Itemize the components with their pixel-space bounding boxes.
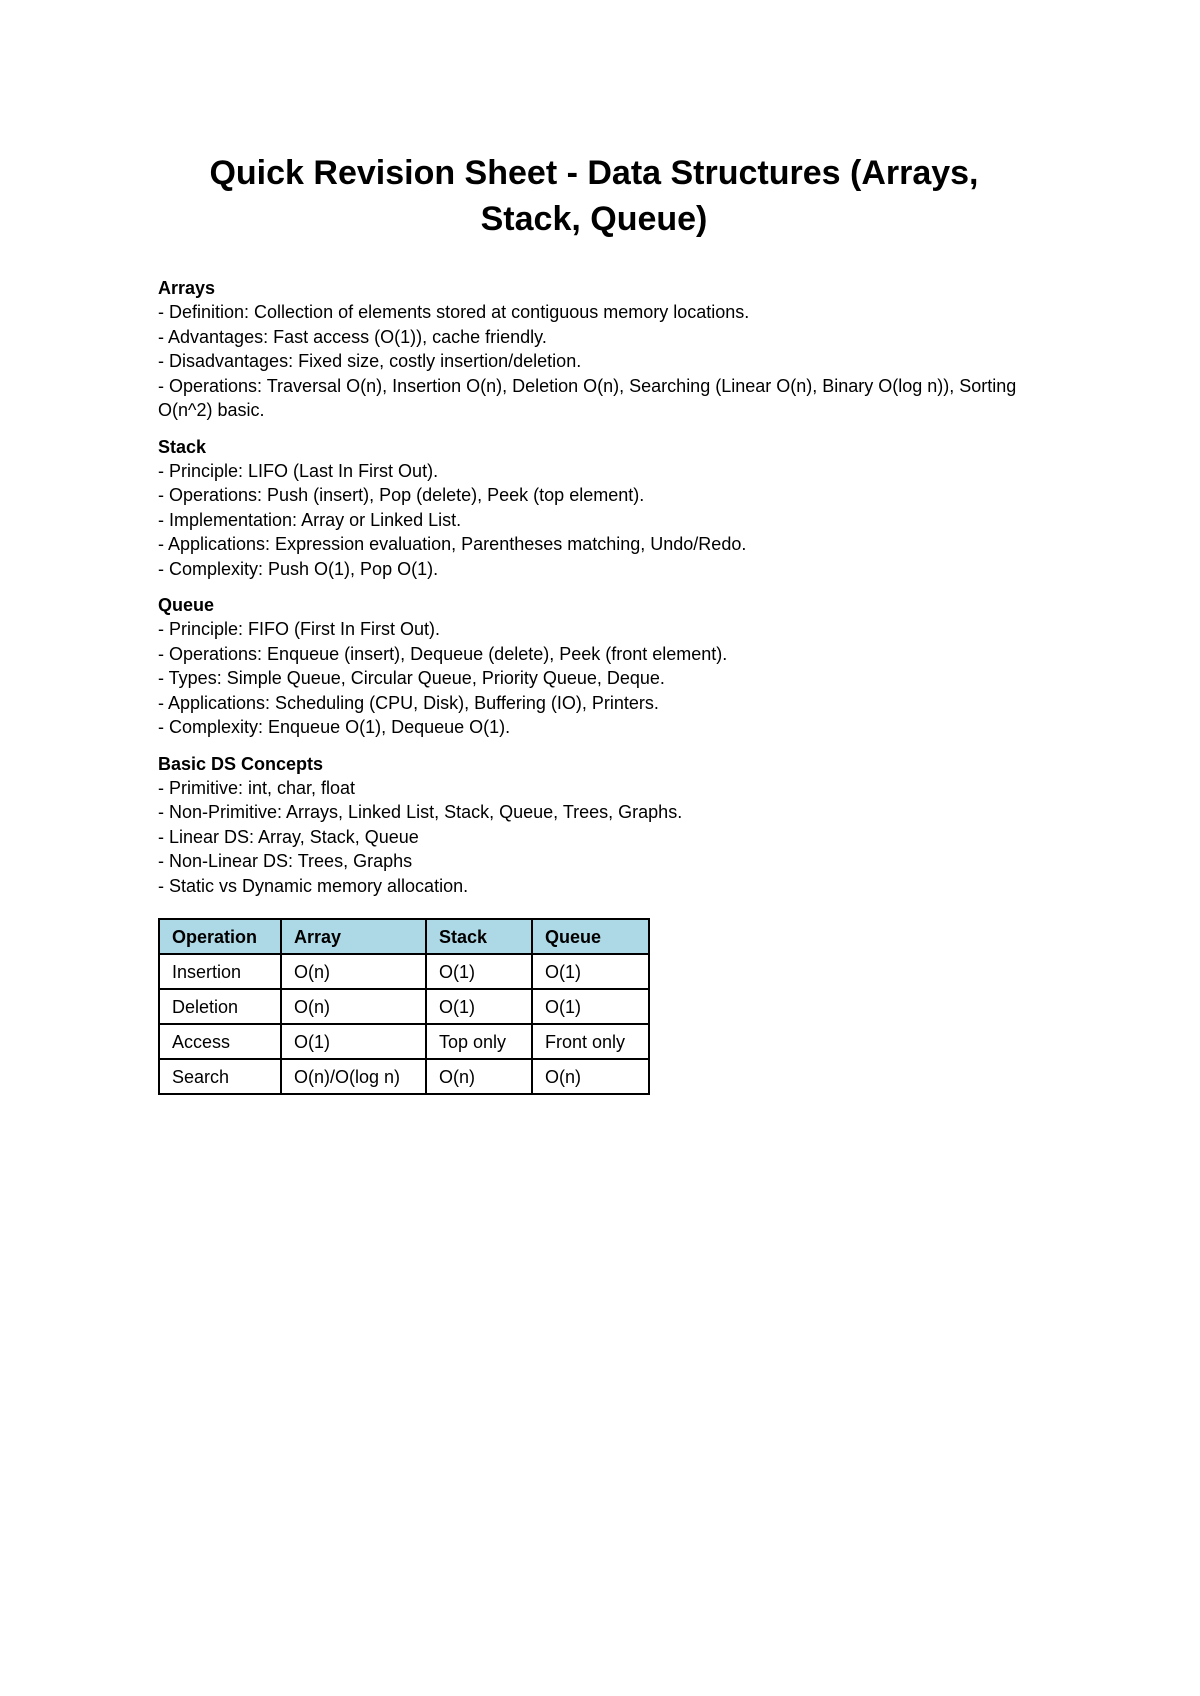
list-item: - Operations: Push (insert), Pop (delete), Peek (top element). xyxy=(158,485,645,505)
section-heading: Basic DS Concepts xyxy=(158,753,324,774)
table-row xyxy=(159,1059,649,1094)
list-item: - Principle: LIFO (Last In First Out). xyxy=(158,460,439,481)
table-cell: O(n) xyxy=(281,954,426,989)
table-header-row xyxy=(159,919,649,954)
table-header-cell: Queue xyxy=(532,919,649,954)
table-cell: Top only xyxy=(426,1024,532,1059)
list-item: - Static vs Dynamic memory allocation. xyxy=(158,875,469,896)
document-title: Quick Revision Sheet - Data Structures (Arrays, Stack, Queue) xyxy=(209,154,979,238)
table-cell: O(1) xyxy=(426,989,532,1024)
table-header-cell: Operation xyxy=(159,919,281,954)
table-row xyxy=(159,954,649,989)
list-item: - Non-Linear DS: Trees, Graphs xyxy=(158,851,413,871)
list-item: - Operations: Enqueue (insert), Dequeue (delete), Peek (front element). xyxy=(158,643,728,664)
section-arrays xyxy=(158,276,1030,423)
list-item: - Definition: Collection of elements stored at contiguous memory locations. xyxy=(158,302,750,322)
table-cell: O(1) xyxy=(532,989,649,1024)
table-cell: Search xyxy=(159,1059,281,1094)
list-item: - Advantages: Fast access (O(1)), cache friendly. xyxy=(158,326,547,347)
table-cell: Deletion xyxy=(159,989,281,1024)
list-item: - Linear DS: Array, Stack, Queue xyxy=(158,826,419,847)
table-header-cell: Array xyxy=(281,919,426,954)
list-item: - Principle: FIFO (First In First Out). xyxy=(158,619,441,639)
table-header-cell: Stack xyxy=(426,919,532,954)
table-row xyxy=(159,989,649,1024)
table-cell: O(1) xyxy=(532,954,649,989)
section-heading: Arrays xyxy=(158,278,216,298)
list-item: - Non-Primitive: Arrays, Linked List, Stack, Queue, Trees, Graphs. xyxy=(158,802,683,822)
list-item: - Applications: Scheduling (CPU, Disk), Buffering (IO), Printers. xyxy=(158,692,659,713)
list-item: - Primitive: int, char, float xyxy=(158,777,356,798)
list-item: - Implementation: Array or Linked List. xyxy=(158,509,462,530)
table-cell: O(n)/O(log n) xyxy=(281,1059,426,1094)
list-item: - Applications: Expression evaluation, Parentheses matching, Undo/Redo. xyxy=(158,534,747,554)
complexity-table-wrapper xyxy=(158,918,1030,1095)
section-basic-ds-concepts xyxy=(158,752,1030,899)
table-cell: Insertion xyxy=(159,954,281,989)
table-cell: Access xyxy=(159,1024,281,1059)
table-cell: Front only xyxy=(532,1024,649,1059)
section-queue xyxy=(158,593,1030,740)
complexity-table xyxy=(158,918,650,1095)
list-item: - Complexity: Push O(1), Pop O(1). xyxy=(158,558,439,579)
table-cell: O(n) xyxy=(426,1059,532,1094)
table-cell: O(n) xyxy=(281,989,426,1024)
table-cell: O(1) xyxy=(426,954,532,989)
list-item: - Disadvantages: Fixed size, costly insertion/deletion. xyxy=(158,351,582,371)
section-heading: Stack xyxy=(158,436,207,457)
list-item: - Types: Simple Queue, Circular Queue, Priority Queue, Deque. xyxy=(158,668,665,688)
list-item: - Complexity: Enqueue O(1), Dequeue O(1). xyxy=(158,717,511,737)
list-item: - Operations: Traversal O(n), Insertion O(n), Deletion O(n), Searching (Linear O(n), Binary O(log n)), Sorting O(n^2) basic. xyxy=(158,375,1017,420)
document-page xyxy=(158,150,1030,1095)
table-row xyxy=(159,1024,649,1059)
section-stack xyxy=(158,435,1030,582)
table-cell: O(n) xyxy=(532,1059,649,1094)
section-heading: Queue xyxy=(158,595,215,615)
table-cell: O(1) xyxy=(281,1024,426,1059)
